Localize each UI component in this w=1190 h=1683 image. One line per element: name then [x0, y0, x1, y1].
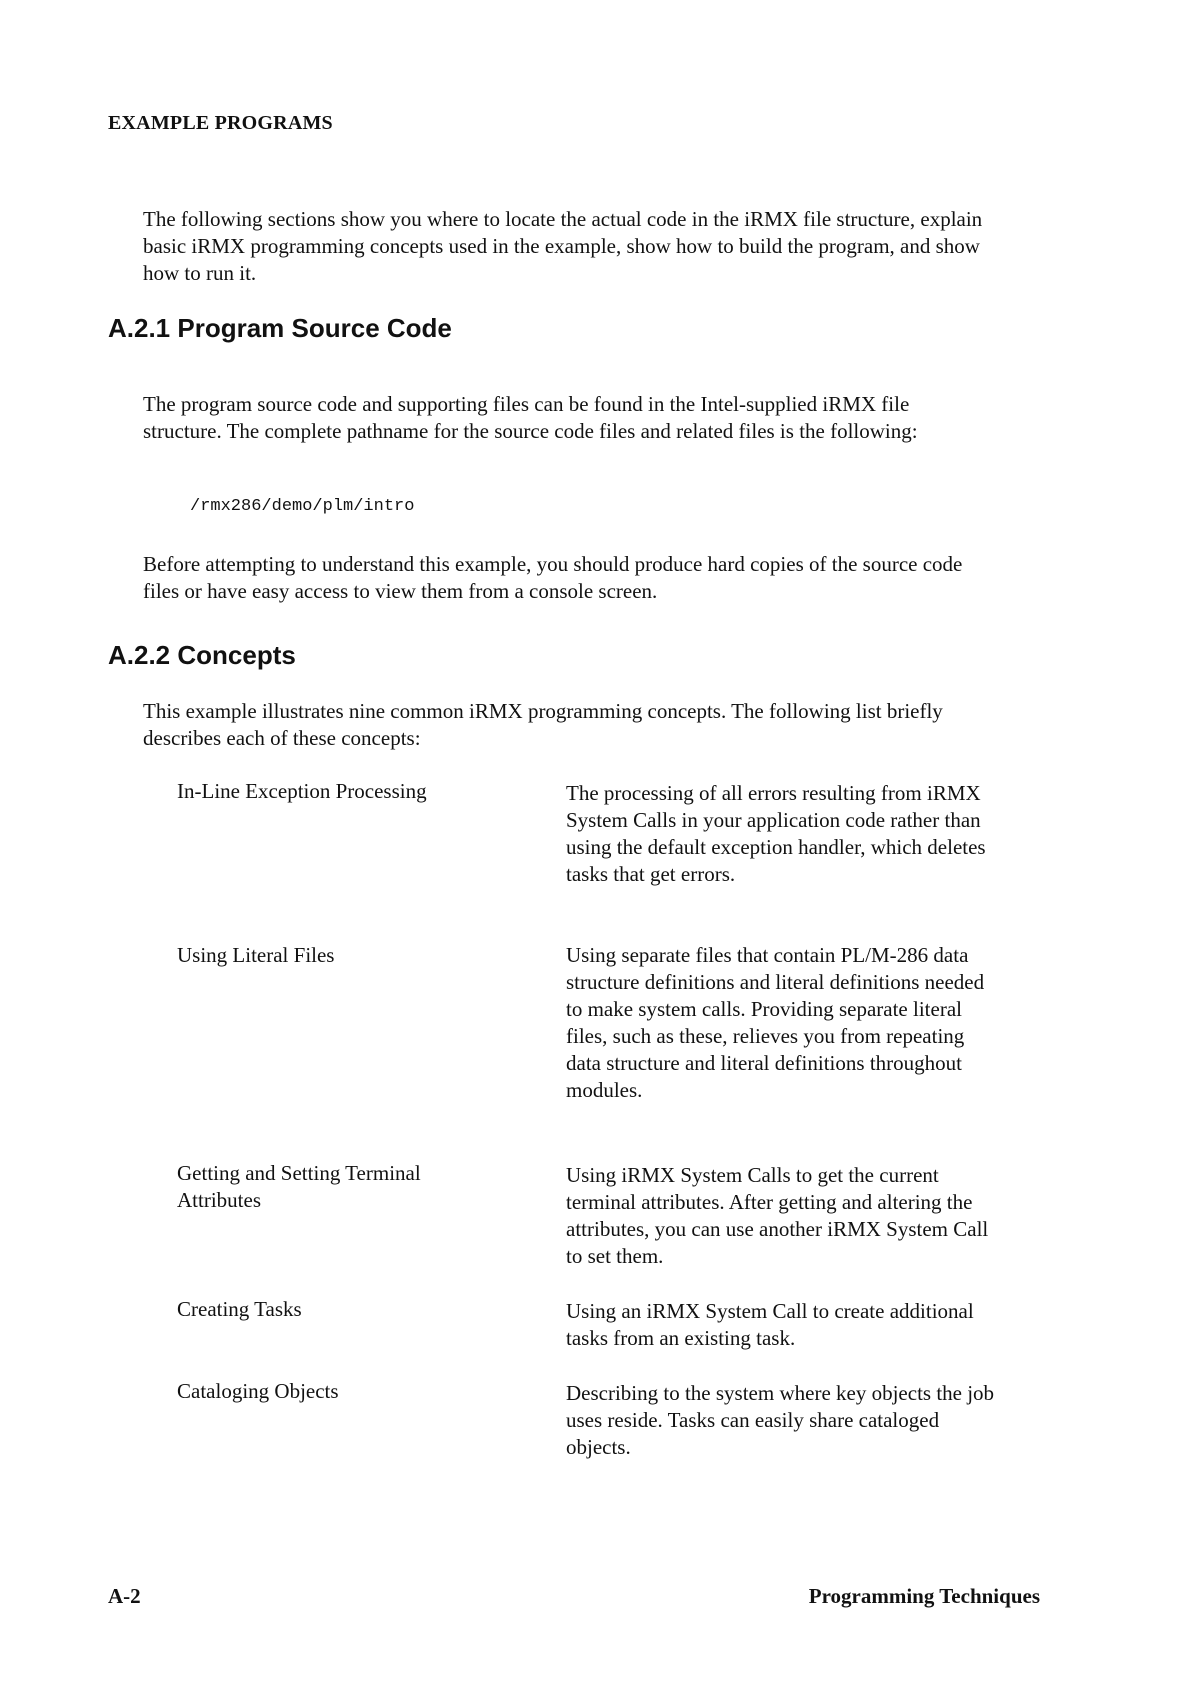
concept-term: Creating Tasks [177, 1297, 302, 1321]
concept-description: The processing of all errors resulting from iRMX System Calls in your application code rather than using the default exception handler, which deletes tasks that get errors. [566, 781, 986, 886]
section-heading-program-source-code: A.2.1 Program Source Code [108, 313, 452, 343]
source-pathname: /rmx286/demo/plm/intro [190, 497, 415, 516]
concept-description: Describing to the system where key objects the job uses reside. Tasks can easily share cataloged objects. [566, 1381, 995, 1459]
before-attempting-paragraph: Before attempting to understand this example, you should produce hard copies of the source code files or have easy access to view them from a console screen. [143, 552, 963, 603]
source-code-paragraph: The program source code and supporting files can be found in the Intel-supplied iRMX file structure. The complete pathname for the source code files and related files is the following: [143, 392, 918, 443]
concepts-intro-paragraph: This example illustrates nine common iRMX programming concepts. The following list briefly describes each of these concepts: [143, 699, 943, 750]
concept-description: Using iRMX System Calls to get the current terminal attributes. After getting and altering the attributes, you can use another iRMX System Call to set them. [566, 1163, 989, 1268]
footer-book-title: Programming Techniques [808, 1584, 1040, 1608]
concept-description: Using an iRMX System Call to create additional tasks from an existing task. [566, 1299, 974, 1350]
running-header: EXAMPLE PROGRAMS [108, 112, 333, 134]
concept-term: In-Line Exception Processing [177, 779, 427, 803]
concept-term: Using Literal Files [177, 943, 335, 967]
concept-term: Cataloging Objects [177, 1379, 339, 1403]
intro-paragraph: The following sections show you where to locate the actual code in the iRMX file structure, explain basic iRMX programming concepts used in the example, show how to build the program, and show how to run it. [143, 207, 983, 285]
section-heading-concepts: A.2.2 Concepts [108, 640, 296, 670]
page-number: A-2 [108, 1584, 141, 1608]
concept-description: Using separate files that contain PL/M-286 data structure definitions and literal definitions needed to make system calls. Providing separate literal files, such as these, relieves you from repeating data structure and literal definitions throughout modules. [566, 943, 985, 1102]
concept-term: Getting and Setting Terminal Attributes [177, 1161, 421, 1212]
